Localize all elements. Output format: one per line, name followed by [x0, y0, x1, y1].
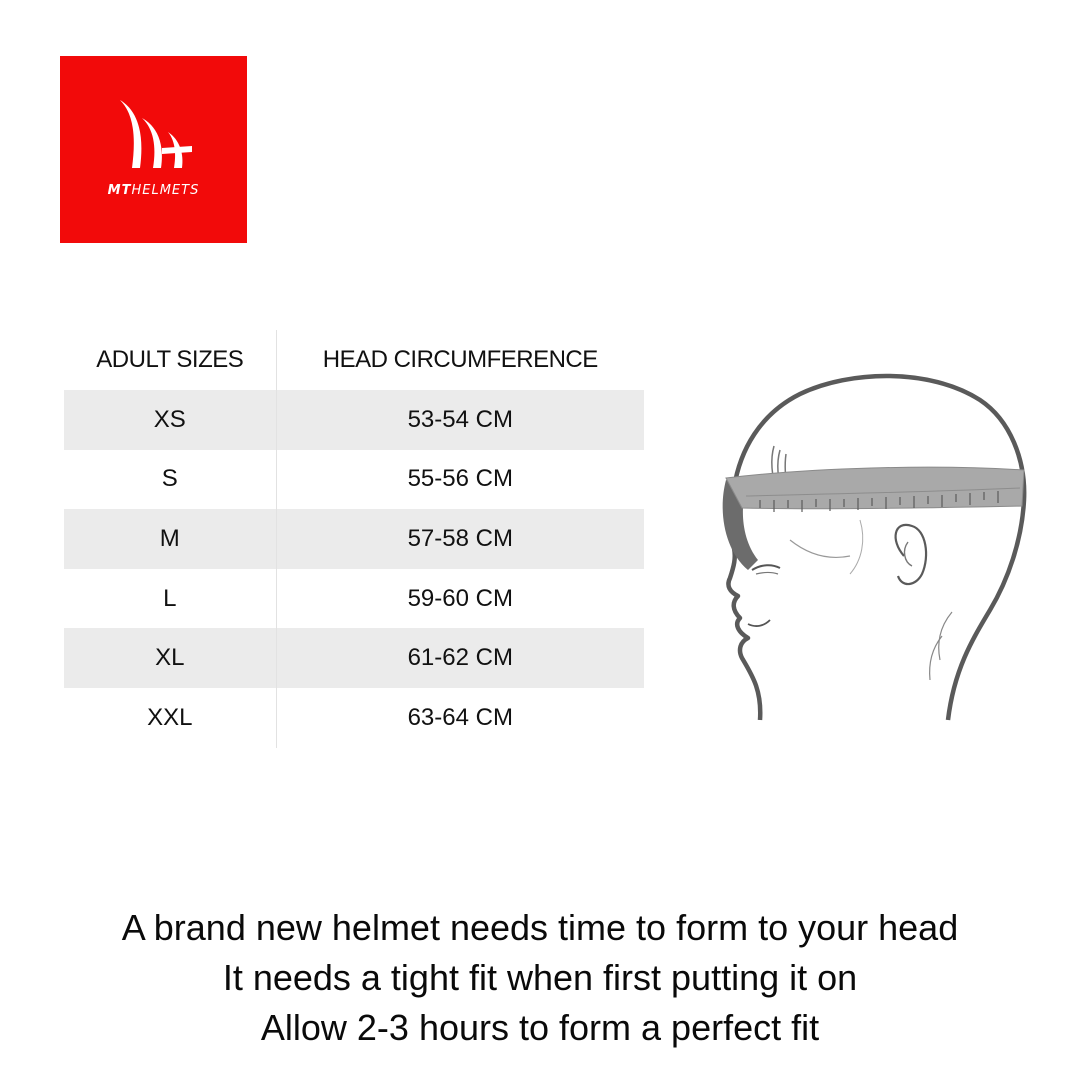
table-row [64, 688, 644, 748]
size-cell: M [64, 509, 276, 569]
size-cell: XS [64, 390, 276, 450]
header-adult-sizes: ADULT SIZES [64, 330, 276, 390]
circumference-cell: 53-54 CM [276, 390, 644, 450]
logo-text-light: HELMETS [131, 183, 200, 198]
table-row [64, 450, 644, 510]
table-row [64, 569, 644, 629]
note-line: Allow 2-3 hours to form a perfect fit [260, 1007, 820, 1048]
table-row [64, 628, 644, 688]
note-line: It needs a tight fit when first putting it on [222, 957, 858, 998]
size-chart-table [64, 330, 644, 748]
table-header-row [64, 330, 644, 390]
head-measuring-tape-illustration [690, 360, 1035, 725]
logo-text-bold: MT [107, 183, 132, 198]
head-measurement-icon [690, 360, 1035, 725]
header-head-circumference: HEAD CIRCUMFERENCE [322, 346, 598, 373]
circumference-cell: 55-56 CM [407, 465, 513, 493]
fit-notes [0, 903, 1080, 1053]
size-cell: S [64, 450, 276, 510]
size-cell: XXL [64, 688, 276, 748]
brand-logo [60, 56, 247, 243]
circumference-cell: 59-60 CM [407, 584, 513, 612]
table-row [64, 509, 644, 569]
size-cell: XL [64, 628, 276, 688]
note-line: A brand new helmet needs time to form to your head [121, 907, 959, 948]
circumference-cell: 57-58 CM [276, 509, 644, 569]
logo-mark-icon [60, 56, 247, 243]
size-cell: L [64, 569, 276, 629]
table-row [64, 390, 644, 450]
circumference-cell: 63-64 CM [407, 703, 513, 731]
logo-wordmark [60, 183, 247, 198]
circumference-cell: 61-62 CM [276, 628, 644, 688]
